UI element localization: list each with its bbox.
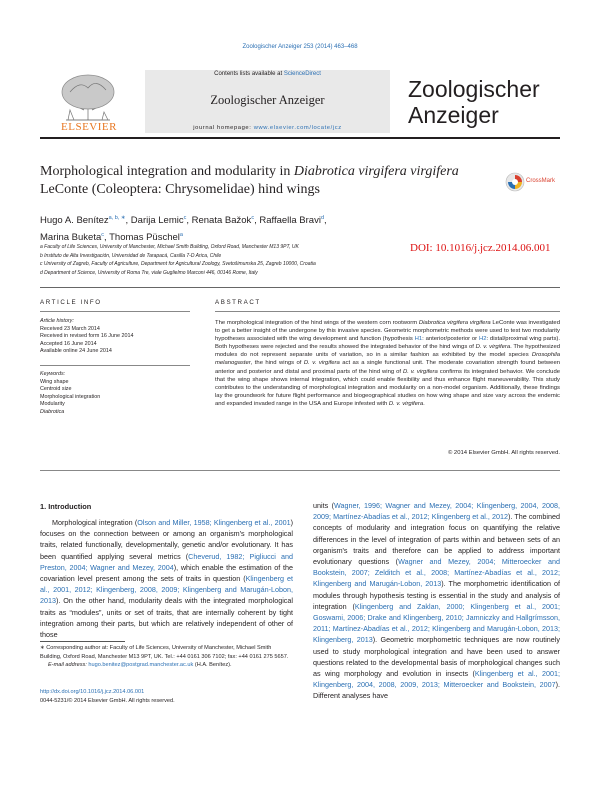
section-divider: [40, 287, 560, 288]
body-text: units (: [313, 501, 335, 510]
citation-link[interactable]: Klingenberg et al., 2001, 2012; Klingenberg, 2008, 2009; Klingenberg and Marugán-Lobon, 2013: [40, 574, 293, 606]
author-name: Marina Buketa: [40, 232, 102, 244]
author-affiliation-marks: c: [101, 232, 105, 239]
keyword: Wing shape: [40, 378, 69, 385]
corresponding-author-note: ∗ Corresponding author at: Faculty of Life Sciences, University of Manchester, Michael Smith Building, Oxford Road, Manchester M13 9PT, UK. Tel.: +44 0161 306 7102; fax: +44 0161 275 5657.: [40, 645, 289, 660]
article-history: [40, 318, 200, 356]
author-name: Thomas Püschel: [109, 232, 180, 244]
body-text: ). Different analyses have: [313, 680, 560, 701]
elsevier-tree-logo: [40, 70, 140, 132]
abstract-text-run: : anterior/posterior or: [422, 336, 479, 343]
email-label: E-mail address:: [48, 662, 89, 669]
abstract-text: [215, 319, 560, 408]
body-text: Morphological integration (: [52, 518, 138, 527]
contents-line: [145, 71, 390, 77]
article-title: [40, 163, 480, 199]
body-text: ), which enable the estimation of the covariation level present among the sets of traits in question (: [40, 562, 293, 584]
author[interactable]: [259, 215, 324, 226]
homepage-label: journal homepage:: [193, 125, 254, 131]
author-affiliation-marks: d: [320, 215, 325, 221]
journal-homepage: [145, 125, 390, 131]
author-name: Raffaella Bravi: [259, 215, 321, 227]
doi-label[interactable]: DOI: 10.1016/j.jcz.2014.06.001: [410, 242, 551, 254]
section-heading-introduction: 1. Introduction: [40, 502, 92, 511]
abstract-text-run: : distal/proximal wing parts). Both hypotheses were rejected and the results showed the integrated behavior of the hind wings of: [215, 336, 560, 351]
author[interactable]: [109, 232, 183, 243]
abstract-species: Drosophila melanogaster: [215, 352, 560, 367]
article-info-rule: [40, 311, 190, 312]
keyword: Diabrotica: [40, 408, 65, 415]
author-affiliation-marks: a: [179, 232, 183, 239]
author-affiliation-marks: c: [183, 215, 187, 221]
author-list: Hugo A. Benítez$^{a, b, ∗}$, Darija Lemic$^c$, Renata Bažok$^c$, Raffaella Bravi$^d$, Marina Buketa$^c$, Thomas Püschel$^a$: [40, 215, 327, 244]
elsevier-wordmark: ELSEVIER: [61, 121, 117, 132]
abstract-text-run: confirms its integrated behavior. We conclude that the wing shape shows internal integration, which could enable flexibility and thus enhance flight maneuverability. This study contributes to the understanding of morphological integration and modularity on a non-model organism. Additionally, these findings lay the groundwork for future flight performance and biogeographical studies on how wing shape and size vary across the endemic and expanded invaded range in the USA and Europe infested with: [215, 368, 560, 407]
author[interactable]: [131, 215, 187, 226]
crossmark-badge[interactable]: [505, 172, 565, 194]
citation-link[interactable]: Klingenberg et al., 2001; Klingenberg, 2004, 2008, 2009, 2013; Mitteroecker and Bookstein, 2007: [313, 669, 560, 690]
body-text: ). The morphometric identification of modules through hypothesis testing is essential in the study and analysis of integration (: [313, 579, 560, 611]
author[interactable]: [40, 232, 104, 243]
page-footer: [40, 688, 293, 705]
title-species: Diabrotica virgifera virgifera: [293, 164, 459, 179]
header-rule: [40, 137, 560, 139]
citation-link[interactable]: Olson and Miller, 1958; Klingenberg et al., 2001: [137, 518, 291, 527]
footnotes: [40, 644, 293, 670]
issn-copyright: 0044-5231/© 2014 Elsevier GmbH. All rights reserved.: [40, 697, 175, 704]
article-history-label: Article history:: [40, 318, 74, 324]
affiliation: b Instituto de Alta Investigación, Universidad de Tarapacá, Casilla 7-D Arica, Chile: [40, 252, 222, 259]
author-name: Hugo A. Benítez: [40, 215, 109, 227]
citation-link[interactable]: Wagner, 1996; Wagner and Mezey, 2004; Klingenberg, 2004, 2008, 2009; Martínez-Abadías et al., 2012; Klingenberg et al., 2012: [313, 501, 560, 522]
abstract-bottom-rule: [40, 470, 560, 471]
keyword: Modularity: [40, 401, 65, 408]
title-part-2: LeConte (Coleoptera: Chrysomelidae) hind wings: [40, 182, 320, 197]
keyword: Morphological integration: [40, 393, 101, 400]
keywords: [40, 371, 200, 417]
journal-logo-text: [408, 76, 540, 128]
copyright: © 2014 Elsevier GmbH. All rights reserved.: [447, 450, 560, 456]
body-text: ). On the other hand, modularity deals with the integrated morphological traits as “modules”, units or set of traits, that are internally coherent by tight integration among their parts, but which are relatively independent of other of those: [40, 596, 293, 640]
footnote-rule: [40, 641, 125, 642]
email-link[interactable]: hugo.benitez@postgrad.manchester.ac.uk: [88, 662, 194, 669]
abstract-text-run: . The hypothesized modules do not represent separate units of variation, so in a similar fashion as exhibited by the model species: [215, 344, 560, 359]
citation-link[interactable]: Cheverud, 1982; Pigliucci and Preston, 2004; Wagner and Mezey, 2004: [40, 551, 293, 572]
email-suffix: (H.A. Benítez).: [193, 662, 232, 669]
keyword: Centroid size: [40, 386, 72, 393]
homepage-link[interactable]: www.elsevier.com/locate/jcz: [253, 125, 342, 131]
abstract-species: D. v. virgifera: [388, 400, 424, 407]
history-entry: Received 23 March 2014: [40, 325, 100, 332]
abstract-species: D. v. virgifera: [303, 360, 340, 367]
keywords-rule: [40, 365, 190, 366]
abstract-text-run: .: [423, 400, 425, 407]
affiliation: c University of Zagreb, Faculty of Agriculture, Department for Agricultural Zoology, Svetošimunska 25, Zagreb 10000, Croatia: [40, 261, 316, 267]
body-text: ). The combined concepts of modularity and integration focus on quantifying the relative differences in the level of integration of parts within and between sets of an organism's traits and therefore can be applied to address important evolutionary questions (: [313, 512, 560, 567]
history-entry: Accepted 16 June 2014: [40, 340, 97, 347]
abstract-species: Diabrotica virgifera virgifera: [418, 320, 491, 326]
keywords-label: Keywords:: [40, 371, 66, 377]
journal-citation[interactable]: Zoologischer Anzeiger 253 (2014) 463–468: [242, 44, 358, 50]
citation-link[interactable]: Wagner and Mezey, 2004; Mitteroecker and Bookstein, 2007; Zelditch et al., 2008; Martínez-Abadías et al., 2012; Klingenberg and Marugán-Lobon, 2013: [313, 557, 560, 589]
doi-link[interactable]: http://dx.doi.org/10.1016/j.jcz.2014.06.001: [40, 689, 145, 695]
author-affiliation-marks: c: [251, 215, 255, 221]
author-name: Renata Bažok: [191, 215, 252, 227]
affiliation: d Department of Science, University of Roma Tre, viale Guglielmo Marconi 446, 00146 Rome, Italy: [40, 269, 258, 276]
hypothesis-link[interactable]: H1: [414, 336, 423, 343]
abstract-text-run: The morphological integration of the hind wings of the western corn rootworm: [215, 320, 419, 326]
journal-name: Zoologischer Anzeiger: [210, 93, 325, 107]
history-entry: Available online 24 June 2014: [40, 348, 112, 355]
title-part-1: Morphological integration and modularity in: [40, 164, 294, 179]
author[interactable]: [40, 215, 126, 226]
history-entry: Received in revised form 16 June 2014: [40, 333, 134, 340]
journal-logo-line-2: Anzeiger: [408, 102, 499, 128]
author-name: Darija Lemic: [130, 215, 184, 227]
body-column-left: [40, 517, 293, 640]
body-column-right: [313, 500, 560, 702]
hypothesis-link[interactable]: H2: [478, 336, 487, 343]
abstract-text-run: , the hind wings of: [250, 360, 304, 367]
abstract-species: D. v. virgifera: [475, 344, 511, 351]
abstract-text-run: act as a single functional unit. The moderate covariation strength found between anterior and posterior and distal and proximal parts of the hind wing of: [215, 360, 560, 375]
affiliation: a Faculty of Life Sciences, University of Manchester, Michael Smith Building, Oxford Road, Manchester M13 9PT, UK: [40, 244, 299, 250]
sciencedirect-link[interactable]: ScienceDirect: [283, 71, 321, 77]
crossmark-icon: [505, 172, 525, 192]
abstract-text-run: LeConte was investigated to get a better insight of the undergone by this invasive species. Geometric morphometric methods were used to test two modularity hypotheses associated with the wing development and function (hypothesis: [215, 320, 560, 343]
author[interactable]: [192, 215, 254, 226]
contents-prefix: Contents lists available at: [214, 71, 284, 77]
citation-link[interactable]: Klingenberg and Zaklan, 2000; Klingenberg et al., 2001; Goswami, 2006; Drake and Klingenberg, 2010; Jamniczky and Hallgrímsson, 2011; Martínez-Abadías et al., 2012; Klingenberg and Marugán-Lobon, 2013; Klingenberg, 2013: [313, 601, 560, 645]
abstract-rule: [215, 311, 560, 312]
author-affiliation-marks: a, b, ∗: [108, 215, 126, 221]
article-info-heading: ARTICLE INFO: [40, 299, 102, 306]
affiliations: [40, 243, 420, 277]
journal-logo-line-1: Zoologischer: [408, 76, 540, 102]
body-text: ). Geometric morphometric techniques are now routinely used to study morphological integration and have been used to answer questions related to the developmental basis of morphological changes such as wing morphology and evolution in insects (: [313, 635, 560, 679]
body-text: ) focuses on the connection between or among an organism's morphological traits, related functionally, developmentally, genetic and/or evolutionary. It has been quantified applying several metrics (: [40, 518, 293, 561]
abstract-species: D. v. virgifera: [402, 368, 438, 375]
abstract-heading: ABSTRACT: [215, 299, 261, 306]
crossmark-label: CrossMark: [526, 178, 556, 184]
